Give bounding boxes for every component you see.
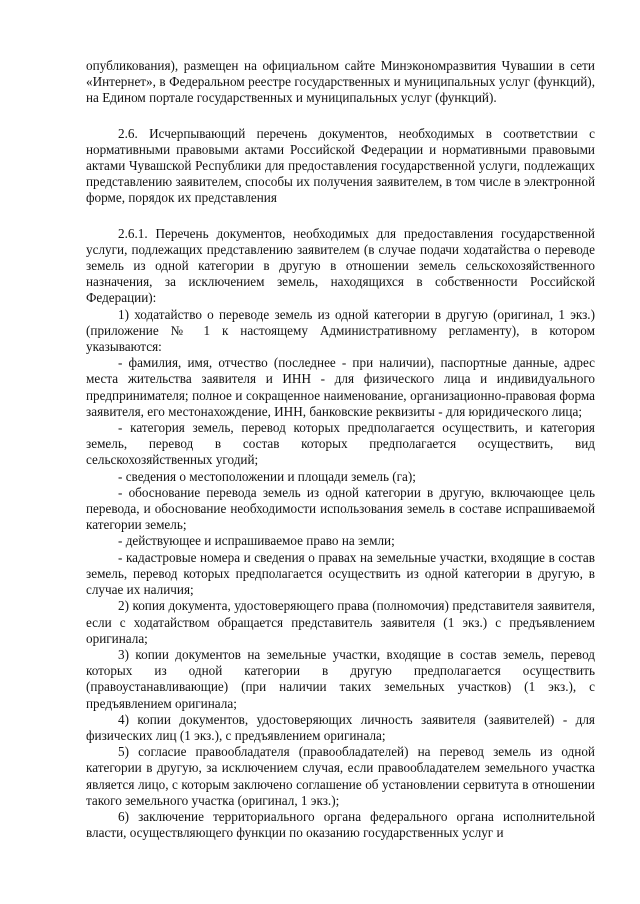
paragraph-continuation: опубликования), размещен на официальном сайте Минэкономразвития Чувашии в сети «Интернет», в Федеральном реестре государственных и муниципальных услуг (функций), на Едином портале государственных и муниципальных услуг (функций). bbox=[86, 58, 595, 106]
list-item-3: 3) копии документов на земельные участки, входящие в состав земель, перевод которых из одной категории в другую предполагается осуществить (правоустанавливающие) (при наличии таких земельных участков) (1 экз.), с предъявлением оригинала; bbox=[86, 646, 595, 711]
paragraph-2-6-1: 2.6.1. Перечень документов, необходимых для предоставления государственной услуги, подлежащих представлению заявителем (в случае подачи ходатайства о переводе земель из одной категории в другую в отношении земель сельскохозяйственного назначения, за исключением земель, находящихся в собственности Российской Федерации): bbox=[86, 225, 595, 306]
sub-item-land-category: - категория земель, перевод которых предполагается осуществить, и категория земель, перевод в состав которых предполагается осуществить, вид сельскохозяйственных угодий; bbox=[86, 420, 595, 468]
sub-item-applicant-data: - фамилия, имя, отчество (последнее - при наличии), паспортные данные, адрес места жительства заявителя и ИНН - для физического лица и индивидуального предпринимателя; полное и сокращенное наименование, организационно-правовая форма заявителя, его местонахождение, ИНН, банковские реквизиты - для юридического лица; bbox=[86, 355, 595, 419]
sub-item-rights: - действующее и испрашиваемое право на земли; bbox=[118, 533, 395, 549]
document-text bbox=[86, 58, 595, 841]
list-item-2: 2) копия документа, удостоверяющего права (полномочия) представителя заявителя, если с ходатайством обращается представитель заявителя (1 экз.) с предъявлением оригинала; bbox=[86, 598, 595, 646]
sub-item-justification: - обоснование перевода земель из одной категории в другую, включающее цель перевода, и обоснование необходимости использования земель в составе испрашиваемой категории земель; bbox=[86, 484, 595, 533]
sub-item-cadastral: - кадастровые номера и сведения о правах на земельные участки, входящие в состав земель, перевод которых предполагается осуществить из одной категории в другую, в случае их наличия; bbox=[86, 549, 595, 598]
list-item-5: 5) согласие правообладателя (правообладателей) на перевод земель из одной категории в другую, за исключением случая, если правообладателем земельного участка является лицо, с которым заключено соглашение об установлении сервитута в отношении такого земельного участка (оригинал, 1 экз.); bbox=[86, 744, 595, 808]
list-item-4: 4) копии документов, удостоверяющих личность заявителя (заявителей) - для физических лиц (1 экз.), с предъявлением оригинала; bbox=[86, 711, 595, 743]
sub-item-location-area: - сведения о местоположении и площади земель (га); bbox=[118, 468, 416, 484]
section-heading-2-6: 2.6. Исчерпывающий перечень документов, необходимых в соответствии с нормативными правовыми актами Российской Федерации и нормативными правовыми актами Чувашской Республики для предоставления государственной услуги, подлежащих представлению заявителем, способы их получения заявителем, в том числе в электронной форме, порядок их представления bbox=[86, 125, 595, 206]
list-item-1: 1) ходатайство о переводе земель из одной категории в другую (оригинал, 1 экз.) (приложение № 1 к настоящему Административному регламенту), в котором указываются: bbox=[86, 306, 595, 355]
list-item-6: 6) заключение территориального органа федерального органа исполнительной власти, осуществляющего функции по оказанию государственных услуг и bbox=[86, 808, 595, 841]
